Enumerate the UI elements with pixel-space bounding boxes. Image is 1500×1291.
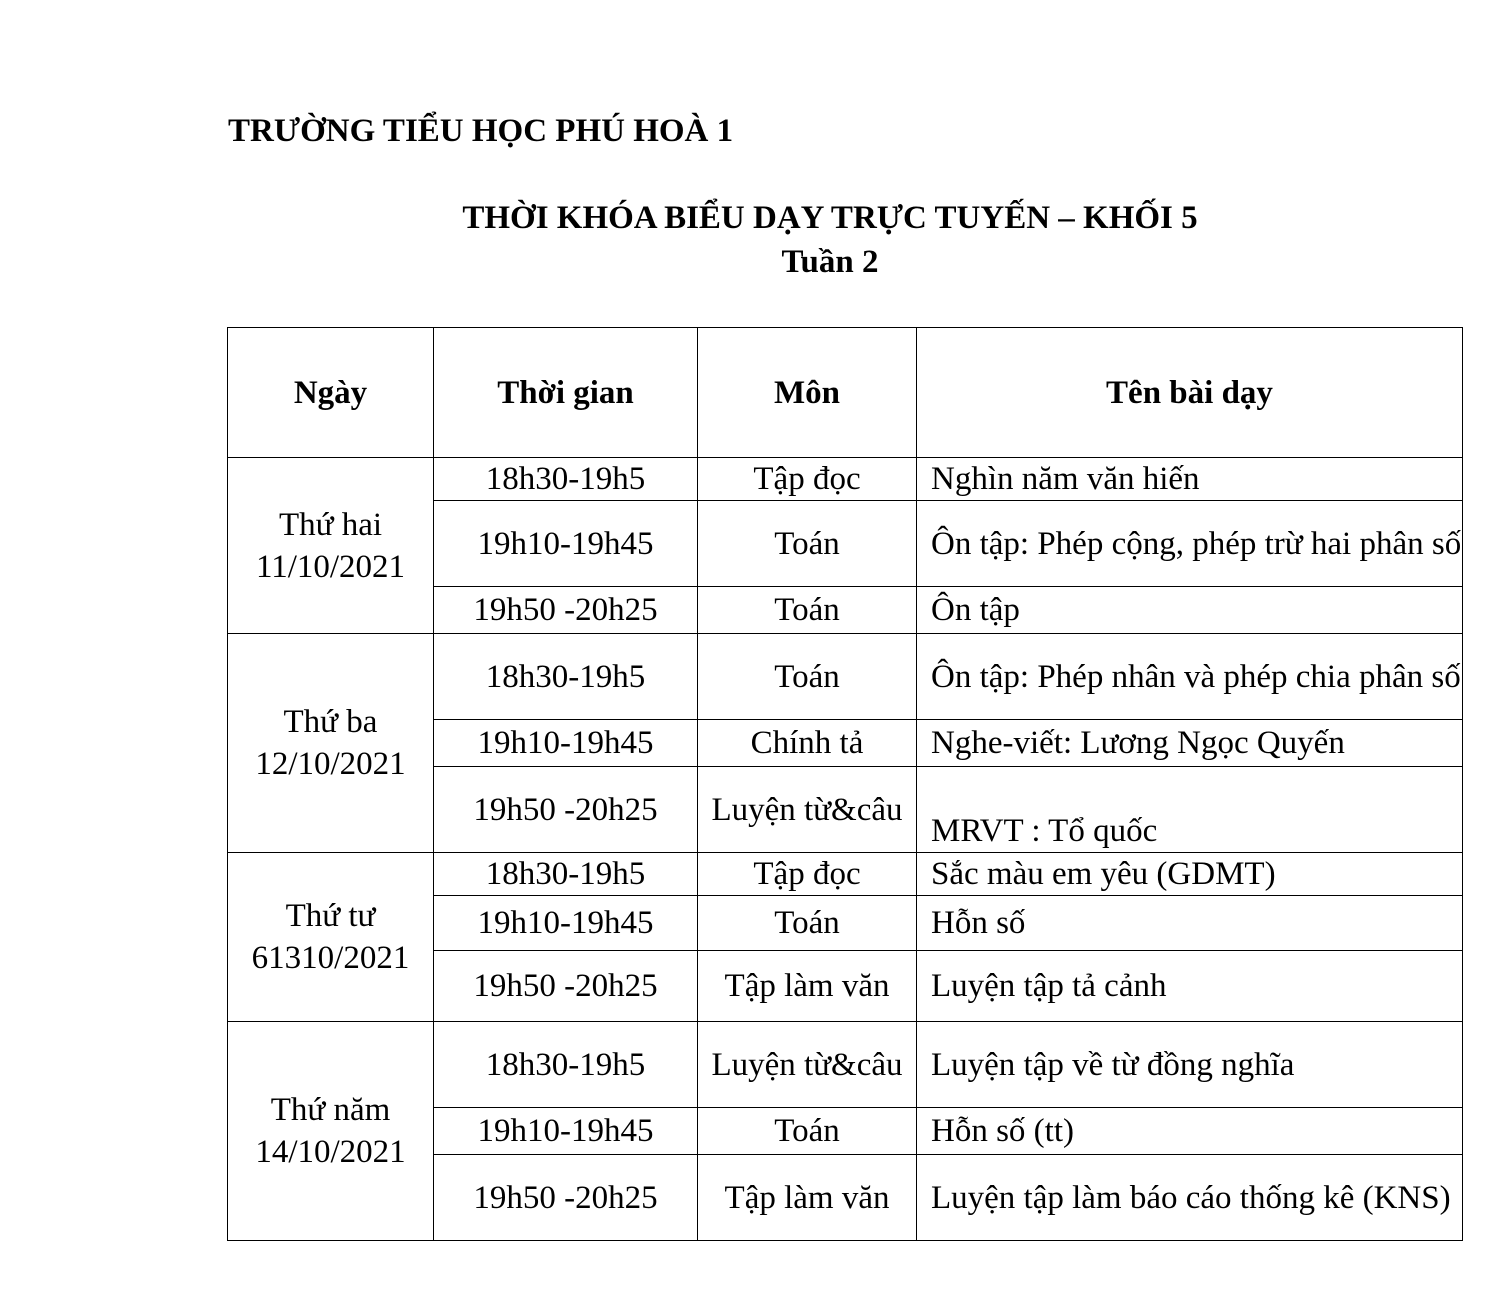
lesson-cell: Luyện tập làm báo cáo thống kê (KNS) bbox=[917, 1155, 1463, 1241]
title-block bbox=[330, 196, 1330, 284]
lesson-cell: Hỗn số bbox=[917, 896, 1463, 951]
time-cell: 19h50 -20h25 bbox=[434, 767, 698, 853]
table-row bbox=[228, 634, 1463, 720]
day-name: Thứ ba bbox=[283, 704, 378, 740]
lesson-cell: Ôn tập bbox=[917, 587, 1463, 634]
time-cell: 19h50 -20h25 bbox=[434, 1155, 698, 1241]
school-name: TRƯỜNG TIỂU HỌC PHÚ HOÀ 1 bbox=[228, 113, 734, 149]
time-cell: 19h10-19h45 bbox=[434, 501, 698, 587]
time-cell: 18h30-19h5 bbox=[434, 634, 698, 720]
day-cell bbox=[228, 634, 434, 853]
day-cell bbox=[228, 853, 434, 1022]
day-date: 11/10/2021 bbox=[255, 548, 406, 585]
table-row bbox=[228, 1022, 1463, 1108]
time-cell: 19h10-19h45 bbox=[434, 720, 698, 767]
subject-cell: Luyện từ&câu bbox=[698, 1022, 917, 1108]
page-subtitle: Tuần 2 bbox=[781, 244, 879, 280]
page-title: THỜI KHÓA BIỂU DẠY TRỰC TUYẾN – KHỐI 5 bbox=[462, 200, 1198, 236]
subject-cell: Toán bbox=[698, 1108, 917, 1155]
subject-cell: Luyện từ&câu bbox=[698, 767, 917, 853]
subject-cell: Tập làm văn bbox=[698, 1155, 917, 1241]
day-name: Thứ năm bbox=[270, 1092, 391, 1128]
lesson-cell: Ôn tập: Phép cộng, phép trừ hai phân số bbox=[917, 501, 1463, 587]
lesson-cell: Hỗn số (tt) bbox=[917, 1108, 1463, 1155]
subject-cell: Tập làm văn bbox=[698, 951, 917, 1022]
subject-cell: Chính tả bbox=[698, 720, 917, 767]
time-cell: 18h30-19h5 bbox=[434, 458, 698, 501]
time-cell: 19h10-19h45 bbox=[434, 1108, 698, 1155]
time-cell: 19h50 -20h25 bbox=[434, 587, 698, 634]
day-name: Thứ tư bbox=[285, 898, 376, 934]
subject-cell: Tập đọc bbox=[698, 853, 917, 896]
lesson-cell: Nghìn năm văn hiến bbox=[917, 458, 1463, 501]
day-date: 12/10/2021 bbox=[255, 746, 406, 782]
header-day: Ngày bbox=[228, 328, 434, 458]
day-cell bbox=[228, 458, 434, 634]
subject-cell: Toán bbox=[698, 501, 917, 587]
lesson-cell: MRVT : Tổ quốc bbox=[917, 767, 1463, 853]
header-subject: Môn bbox=[698, 328, 917, 458]
day-date: 14/10/2021 bbox=[255, 1134, 406, 1170]
day-date: 61310/2021 bbox=[251, 940, 410, 976]
time-cell: 19h50 -20h25 bbox=[434, 951, 698, 1022]
subject-cell: Tập đọc bbox=[698, 458, 917, 501]
day-cell bbox=[228, 1022, 434, 1241]
lesson-cell: Luyện tập tả cảnh bbox=[917, 951, 1463, 1022]
time-cell: 18h30-19h5 bbox=[434, 853, 698, 896]
table-row bbox=[228, 458, 1463, 501]
timetable bbox=[227, 327, 1463, 1241]
header-lesson: Tên bài dạy bbox=[917, 328, 1463, 458]
lesson-cell: Ôn tập: Phép nhân và phép chia phân số bbox=[917, 634, 1463, 720]
subject-cell: Toán bbox=[698, 587, 917, 634]
table-row bbox=[228, 853, 1463, 896]
lesson-cell: Nghe-viết: Lương Ngọc Quyến bbox=[917, 720, 1463, 767]
time-cell: 19h10-19h45 bbox=[434, 896, 698, 951]
day-name: Thứ hai bbox=[278, 506, 383, 543]
time-cell: 18h30-19h5 bbox=[434, 1022, 698, 1108]
table-header-row bbox=[228, 328, 1463, 458]
lesson-cell: Sắc màu em yêu (GDMT) bbox=[917, 853, 1463, 896]
header-time: Thời gian bbox=[434, 328, 698, 458]
subject-cell: Toán bbox=[698, 896, 917, 951]
lesson-cell: Luyện tập về từ đồng nghĩa bbox=[917, 1022, 1463, 1108]
subject-cell: Toán bbox=[698, 634, 917, 720]
